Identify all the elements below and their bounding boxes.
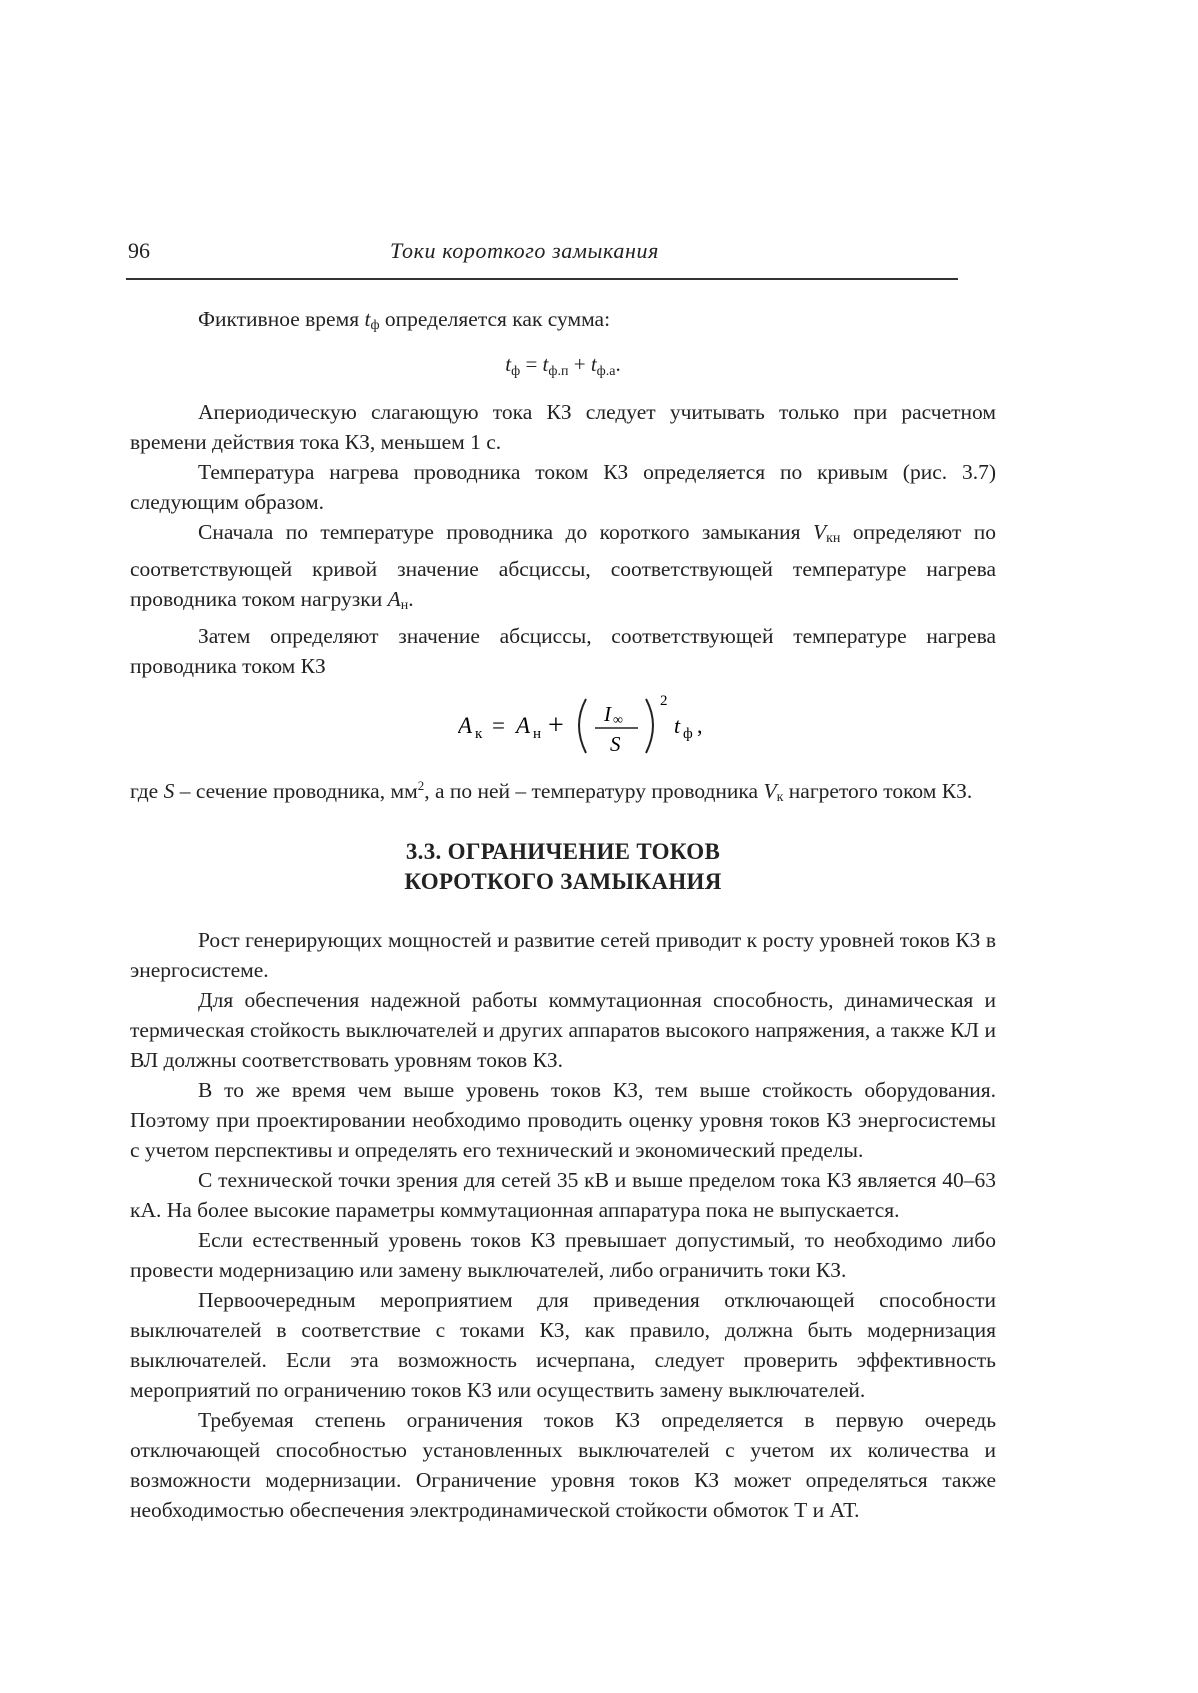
formula-var: t xyxy=(590,352,597,376)
variable: t xyxy=(364,307,371,331)
paragraph-text: – сечение проводника, мм xyxy=(179,779,418,804)
section-paragraph: Для обеспечения надежной работы коммутационная способность, динамическая и термическая стойкость выключателей и других аппаратов высокого напряжения, а также КЛ и ВЛ должны соответствовать уровням токов КЗ. xyxy=(130,988,996,1073)
subscript: ф xyxy=(370,318,380,333)
paragraph-temperature: Температура нагрева проводника током КЗ определяется по кривым (рис. 3.7) следующим образом. xyxy=(130,460,996,514)
paragraph-text: Сначала по температуре проводника до короткого замыкания xyxy=(198,520,801,544)
formula-var: t xyxy=(542,352,549,376)
paragraph-text: Фиктивное время xyxy=(198,307,360,331)
formula-abscissa-svg xyxy=(458,687,758,765)
formula-end: , xyxy=(697,713,703,738)
formula-fictive-time xyxy=(130,349,996,387)
paragraph-aperiodic: Апериодическую слагающую тока КЗ следует учитывать только при расчетном времени действия тока КЗ, меньшем 1 с. xyxy=(130,400,996,454)
formula-abscissa xyxy=(130,687,996,765)
section-paragraph: Требуемая степень ограничения токов КЗ определяется в первую очередь отключающей способностью установленных выключателей с учетом их количества и возможности модернизации. Ограничение уровня токов КЗ может определяться также необходимостью обеспечения электродинамической стойкости обмоток Т и АТ. xyxy=(130,1408,996,1523)
running-title: Токи короткого замыкания xyxy=(390,238,659,263)
variable: V xyxy=(763,779,777,804)
formula-numerator-sub: ∞ xyxy=(613,713,623,728)
paragraph-text: нагретого током КЗ. xyxy=(788,779,973,804)
formula-left-paren xyxy=(579,699,586,753)
formula-t-sub: ф xyxy=(683,726,693,742)
paragraph-cross-section xyxy=(130,771,996,813)
variable: S xyxy=(163,779,175,804)
paragraph-text: , а по ней – температуру проводника xyxy=(424,779,759,804)
page-header xyxy=(128,238,956,278)
superscript: 2 xyxy=(417,778,425,793)
header-rule xyxy=(126,278,958,280)
formula-numerator: I xyxy=(604,702,611,726)
paragraph-second-step: Затем определяют значение абсциссы, соответствующей температуре нагрева проводника током КЗ xyxy=(130,624,996,678)
formula-a: A xyxy=(516,713,531,738)
formula-denominator: S xyxy=(610,732,621,756)
formula-a-sub: н xyxy=(533,726,542,742)
paragraph-text: где xyxy=(130,779,159,804)
subscript: к xyxy=(776,790,784,806)
paragraph-text: определяется как сумма: xyxy=(384,307,611,331)
formula-t: t xyxy=(674,713,681,738)
formula-lhs: A xyxy=(458,713,473,738)
section-heading-line-1: 3.3. ОГРАНИЧЕНИЕ ТОКОВ xyxy=(405,839,721,865)
formula-lhs-sub: к xyxy=(475,726,483,742)
formula-power: 2 xyxy=(660,693,668,709)
formula-plus: + xyxy=(548,710,564,741)
section-paragraph: Рост генерирующих мощностей и развитие сетей приводит к росту уровней токов КЗ в энергосистеме. xyxy=(130,928,996,983)
formula-sub: ф.п xyxy=(548,364,569,379)
page-body xyxy=(130,304,996,1525)
paragraph-first-step xyxy=(130,517,996,621)
formula-right-paren xyxy=(646,699,653,753)
section-heading-line-2: КОРОТКОГО ЗАМЫКАНИЯ xyxy=(404,869,722,895)
formula-op: = xyxy=(520,352,543,376)
formula-sub: ф.а xyxy=(596,364,616,379)
variable: A xyxy=(387,587,401,611)
formula-sub: ф xyxy=(511,364,521,379)
formula-op: + xyxy=(568,352,591,376)
subscript: н xyxy=(400,598,409,613)
section-paragraph: В то же время чем выше уровень токов КЗ, тем выше стойкость оборудования. Поэтому при проектировании необходимо проводить оценку уровня токов КЗ энергосистемы с учетом перспективы и определять его технический и экономический пределы. xyxy=(130,1078,996,1163)
subscript: кн xyxy=(826,531,841,546)
formula-var: t xyxy=(505,352,512,376)
section-paragraph: Если естественный уровень токов КЗ превышает допустимый, то необходимо либо провести модернизацию или замену выключателей, либо ограничить токи КЗ. xyxy=(130,1228,996,1283)
paragraph-fictive-time xyxy=(130,304,996,341)
section-paragraph: Первоочередным мероприятием для приведения отключающей способности выключателей в соответствие с токами КЗ, как правило, должна быть модернизация выключателей. Если эта возможность исчерпана, следует проверить эффективность мероприятий по ограничению токов КЗ или осуществить замену выключателей. xyxy=(130,1288,996,1403)
section-paragraph: С технической точки зрения для сетей 35 кВ и выше пределом тока КЗ является 40–63 кА. На более высокие параметры коммутационная аппаратура пока не выпускается. xyxy=(130,1168,996,1223)
page-number: 96 xyxy=(128,238,150,263)
paragraph-text: определяют по соответствующей кривой значение абсциссы, соответствующей температуре нагрева проводника током нагрузки xyxy=(130,520,997,611)
section-heading xyxy=(130,837,996,897)
paragraph-text: . xyxy=(408,587,414,611)
formula-op: . xyxy=(615,352,621,376)
variable: V xyxy=(812,520,827,544)
formula-eq: = xyxy=(492,713,505,738)
